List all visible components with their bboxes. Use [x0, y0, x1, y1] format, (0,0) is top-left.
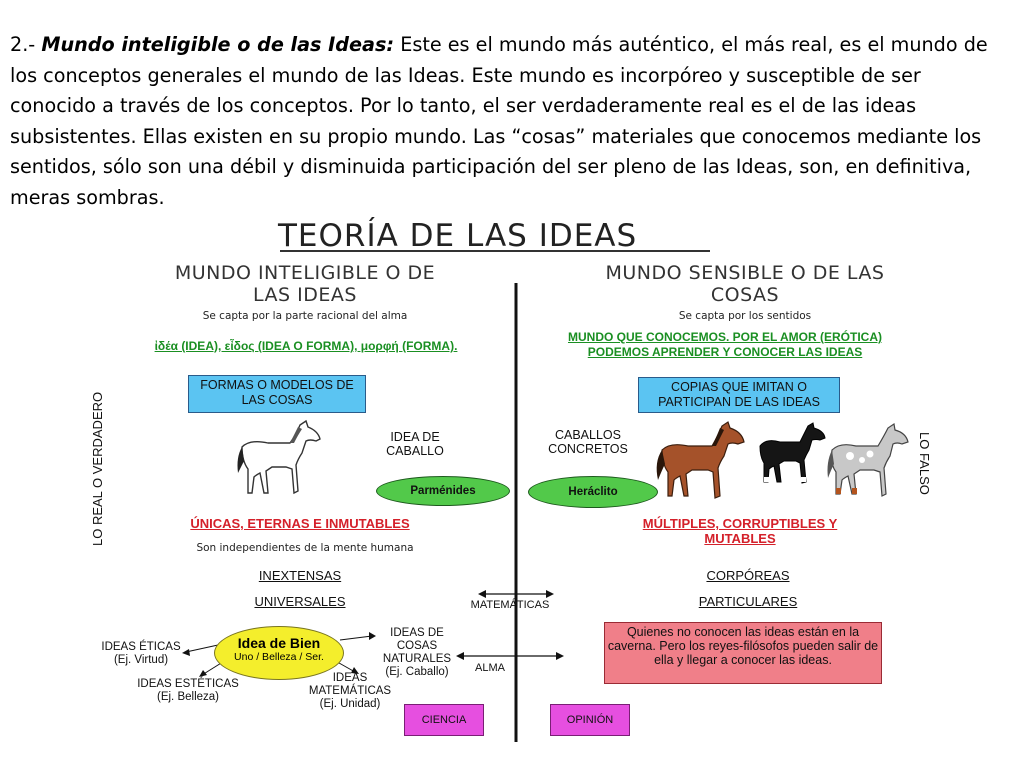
ideas-eticas [96, 641, 186, 667]
idea-horse-image [232, 417, 322, 499]
right-trait-corporeas: CORPÓREAS [706, 568, 790, 583]
left-heading [130, 262, 480, 306]
matematicas-label: MATEMÁTICAS [470, 599, 550, 611]
alma-arrow-right-head [556, 652, 564, 660]
right-properties-line1: MÚLTIPLES, CORRUPTIBLES Y [642, 516, 838, 531]
heraclito-oval: Heráclito [528, 476, 658, 508]
ideas-esteticas-line1: IDEAS ESTÉTICAS [137, 678, 239, 690]
ideas-eticas-line1: IDEAS ÉTICAS [101, 641, 181, 653]
idea-caballo-label [380, 430, 450, 458]
idea-caballo-line1: IDEA DE [390, 430, 440, 444]
right-subtitle: Se capta por los sentidos [678, 310, 812, 322]
ideas-esteticas-line2: (Ej. Belleza) [157, 691, 219, 703]
left-greek-terms: ἰδέα (IDEA), εἶδος (IDEA O FORMA), μορφή (FORMA). [154, 339, 458, 353]
ideas-naturales-line2: COSAS [396, 640, 438, 652]
left-heading-line2: LAS IDEAS [253, 284, 357, 306]
black-horse-image [752, 420, 826, 486]
ideas-eticas-line2: (Ej. Virtud) [113, 654, 169, 666]
paragraph-prefix: 2.- [10, 33, 42, 56]
left-trait-inextensas: INEXTENSAS [258, 568, 342, 583]
idea-caballo-line2: CABALLO [386, 444, 444, 458]
cave-note-box: Quienes no conocen las ideas están en la caverna. Pero los reyes-filósofos pueden salir de ella y llegar a conocer las ideas. [604, 622, 882, 684]
right-love-text [530, 330, 920, 360]
left-side-label: LO REAL O VERDADERO [90, 391, 105, 546]
caballos-concretos-label [538, 428, 638, 456]
bien-arrow-naturales [340, 636, 372, 640]
right-love-line2: PODEMOS APRENDER Y CONOCER LAS IDEAS [587, 345, 863, 359]
opinion-box: OPINIÓN [550, 704, 630, 736]
left-independent: Son independientes de la mente humana [196, 542, 414, 554]
right-heading-line2: COSAS [710, 284, 780, 306]
parmenides-oval: Parménides [376, 476, 510, 506]
right-side-label: LO FALSO [917, 432, 932, 495]
ideas-naturales [370, 627, 464, 679]
left-subtitle: Se capta por la parte racional del alma [202, 310, 408, 322]
ideas-esteticas [128, 678, 248, 704]
left-trait-universales: UNIVERSALES [254, 594, 346, 609]
paragraph-title: Mundo inteligible o de las Ideas: [41, 33, 395, 56]
right-heading-line1: MUNDO SENSIBLE O DE LAS [605, 262, 885, 284]
ideas-naturales-line4: (Ej. Caballo) [385, 666, 449, 678]
right-properties [600, 516, 880, 546]
paragraph-body: Este es el mundo más auténtico, el más real, es el mundo de los conceptos generales el mundo de las Ideas. Este mundo es incorpóreo y susceptible de ser conocido a través de los conceptos. Por lo tanto, el ser verdaderamente real es el de las ideas subsistentes. Ellas existen en su propio mundo. Las “cosas” materiales que conocemos mediante los sentidos, sólo son una débil y disminuida participación del ser pleno de las Ideas, son, en definitiva, meras sombras. [10, 33, 988, 209]
ideas-naturales-line1: IDEAS DE [390, 627, 444, 639]
idea-de-bien-title: Idea de Bien [237, 635, 321, 651]
diagram-title: TEORÍA DE LAS IDEAS [278, 218, 638, 254]
right-love-line1: MUNDO QUE CONOCEMOS. POR EL AMOR (ERÓTICA) [567, 330, 882, 344]
ciencia-box: CIENCIA [404, 704, 484, 736]
right-copies-box: COPIAS QUE IMITAN O PARTICIPAN DE LAS IDEAS [638, 377, 840, 413]
matematicas-arrow-right-head [546, 590, 554, 598]
grey-horse-image [822, 420, 912, 500]
right-trait-particulares: PARTICULARES [698, 594, 798, 609]
ideas-matematicas-line3: (Ej. Unidad) [319, 698, 381, 710]
left-heading-line1: MUNDO INTELIGIBLE O DE [174, 262, 436, 284]
ideas-naturales-line3: NATURALES [382, 653, 452, 665]
left-forms-box: FORMAS O MODELOS DE LAS COSAS [188, 375, 366, 413]
right-heading [570, 262, 920, 306]
alma-label: ALMA [475, 662, 505, 674]
right-properties-line2: MUTABLES [704, 531, 776, 546]
idea-de-bien-subtitle: Uno / Belleza / Ser. [234, 651, 324, 663]
ideas-matematicas-line2: MATEMÁTICAS [308, 685, 392, 697]
brown-horse-image [652, 418, 748, 502]
caballos-concretos-line1: CABALLOS [554, 428, 621, 442]
ideas-matematicas-line1: IDEAS [332, 672, 368, 684]
caballos-concretos-line2: CONCRETOS [548, 442, 628, 456]
left-properties: ÚNICAS, ETERNAS E INMUTABLES [190, 516, 410, 531]
matematicas-arrow-left-head [478, 590, 486, 598]
